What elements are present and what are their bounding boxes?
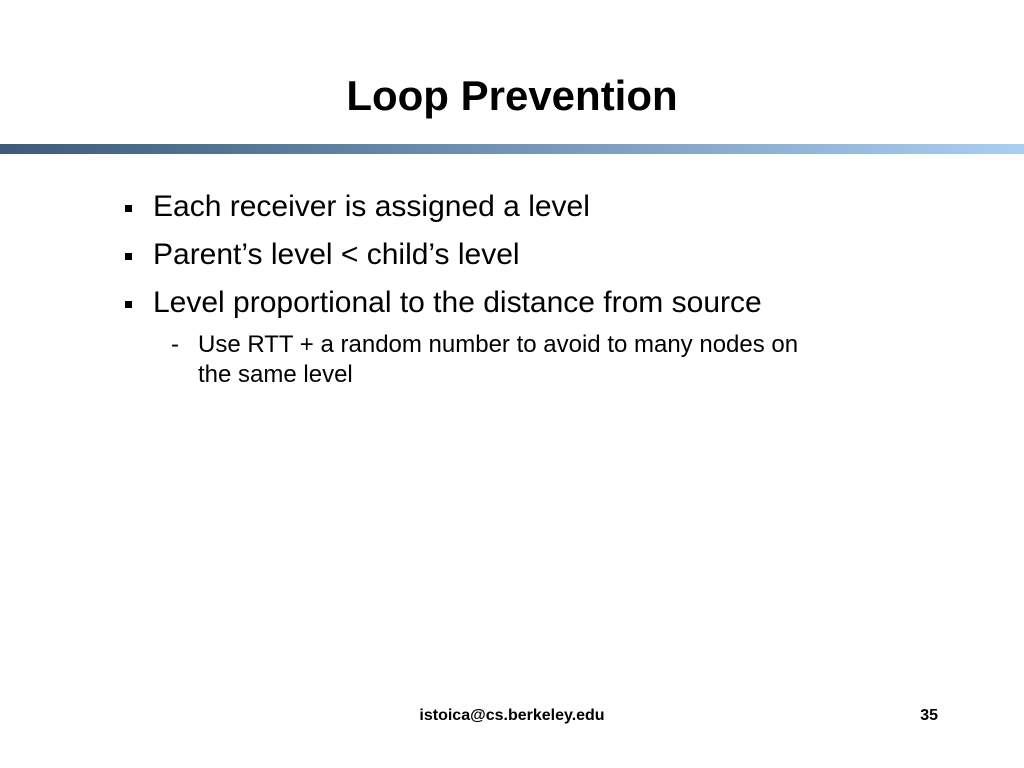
square-bullet-icon (125, 205, 132, 212)
bullet-text: Each receiver is assigned a level (153, 190, 590, 223)
dash-bullet-icon: - (171, 331, 179, 358)
square-bullet-icon (125, 301, 132, 308)
square-bullet-icon (125, 253, 132, 260)
bullet-text: Parent’s level < child’s level (153, 238, 520, 271)
bullet-text: Level proportional to the distance from source (153, 286, 762, 319)
bullet-item (122, 190, 902, 224)
bullet-item (122, 286, 902, 390)
bullet-item (122, 238, 902, 272)
page-number: 35 (920, 707, 938, 724)
footer-email: istoica@cs.berkeley.edu (419, 707, 605, 724)
sub-bullet-list (122, 330, 902, 390)
sub-bullet-item (122, 330, 828, 390)
slide-title: Loop Prevention (346, 72, 678, 119)
bullet-list (122, 190, 902, 404)
title-divider-rule (0, 144, 1024, 154)
sub-bullet-text: Use RTT + a random number to avoid to many nodes on the same level (198, 331, 799, 388)
